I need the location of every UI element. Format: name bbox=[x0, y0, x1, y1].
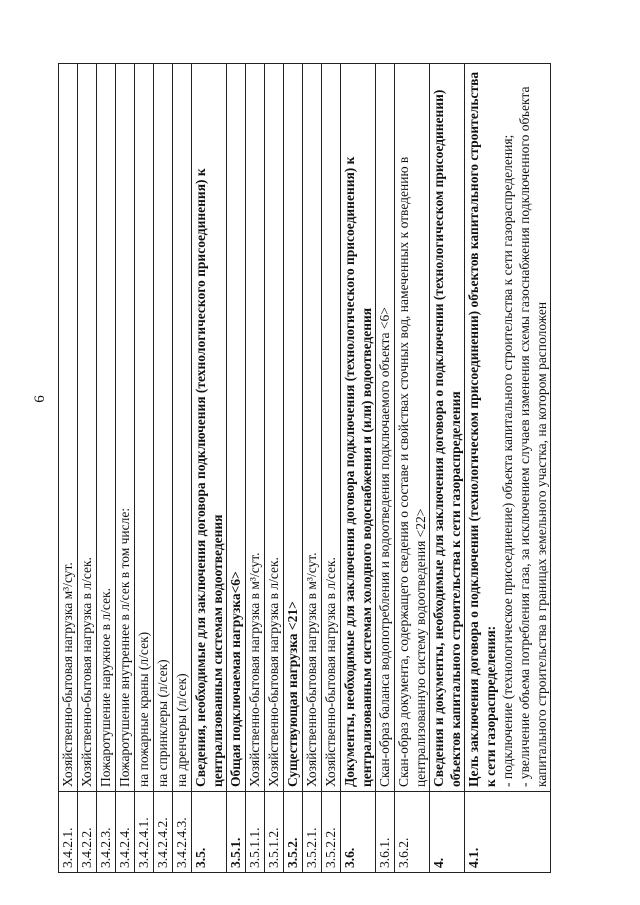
row-number: 4.1. bbox=[465, 792, 551, 873]
row-subitem: - подключение (технологическое присоединение) объекта капитального строительства к сети газораспределения; bbox=[500, 134, 515, 787]
table-row bbox=[322, 64, 341, 873]
table-row bbox=[173, 64, 192, 873]
row-number: 3.4.2.4.2. bbox=[154, 792, 173, 873]
table-row bbox=[265, 64, 284, 873]
table-row bbox=[430, 64, 465, 873]
row-number: 3.4.2.4.1. bbox=[135, 792, 154, 873]
row-text: Хозяйственно-бытовая нагрузка в м³/сут. bbox=[247, 552, 262, 787]
row-text-cell bbox=[430, 64, 465, 792]
row-text-cell bbox=[135, 64, 154, 792]
application-form-table bbox=[58, 63, 551, 873]
row-text-cell bbox=[395, 64, 430, 792]
page-number: 6 bbox=[32, 395, 48, 403]
row-text-cell bbox=[341, 64, 376, 792]
table-row bbox=[59, 64, 78, 873]
row-text-cell bbox=[376, 64, 395, 792]
row-text-cell bbox=[465, 64, 551, 792]
row-text: Пожаротушение наружное в л/сек. bbox=[98, 588, 113, 787]
row-text-cell bbox=[97, 64, 116, 792]
table-row bbox=[465, 64, 551, 873]
row-text: Сведения и документы, необходимые для заключения договора о подключении (технологическом присоединении) объектов капитального строительства к сети газораспределения bbox=[431, 89, 463, 787]
row-text: Хозяйственно-бытовая нагрузка в м³/сут. bbox=[304, 552, 319, 787]
row-number: 3.6.1. bbox=[376, 792, 395, 873]
row-text: на дренчеры (л/сек) bbox=[174, 673, 189, 787]
row-text: Хозяйственно-бытовая нагрузка м³/сут. bbox=[60, 562, 75, 787]
table-row bbox=[227, 64, 246, 873]
row-text: Общая подключаемая нагрузка<6> bbox=[228, 571, 243, 787]
row-number: 3.5.1. bbox=[227, 792, 246, 873]
row-number: 3.4.2.4. bbox=[116, 792, 135, 873]
row-text-cell bbox=[322, 64, 341, 792]
row-text: Пожаротушение внутреннее в л/сек в том числе: bbox=[117, 507, 132, 787]
row-number: 3.5.1.1. bbox=[246, 792, 265, 873]
row-text-cell bbox=[173, 64, 192, 792]
table-row bbox=[341, 64, 376, 873]
row-text-cell bbox=[192, 64, 227, 792]
table-row bbox=[135, 64, 154, 873]
row-subitem: - увеличение объема потребления газа, за исключением случаев изменения схемы газоснабжения подключенного объекта капитального строительства в границах земельного участка, на котором расположен bbox=[517, 86, 549, 787]
table-row bbox=[116, 64, 135, 873]
row-number: 3.5.2.1. bbox=[303, 792, 322, 873]
table-row bbox=[284, 64, 303, 873]
row-text-cell bbox=[265, 64, 284, 792]
row-number: 3.5.2. bbox=[284, 792, 303, 873]
table-body bbox=[59, 64, 551, 873]
table-row bbox=[303, 64, 322, 873]
row-number: 3.4.2.2. bbox=[78, 792, 97, 873]
table-row bbox=[376, 64, 395, 873]
table-row bbox=[192, 64, 227, 873]
table-row bbox=[395, 64, 430, 873]
row-text-cell bbox=[116, 64, 135, 792]
row-number: 3.5.2.2. bbox=[322, 792, 341, 873]
row-text: Скан-образ документа, содержащего сведения о составе и свойствах сточных вод, намеченных к отведению в централизованную систему водоотведения <22> bbox=[396, 156, 428, 787]
row-text: Существующая нагрузка <21> bbox=[285, 601, 300, 787]
row-number: 3.4.2.4.3. bbox=[173, 792, 192, 873]
row-text-cell bbox=[246, 64, 265, 792]
row-number: 3.4.2.3. bbox=[97, 792, 116, 873]
row-text: Хозяйственно-бытовая нагрузка в л/сек. bbox=[79, 557, 94, 787]
table-row bbox=[154, 64, 173, 873]
row-number: 3.6. bbox=[341, 792, 376, 873]
row-text: Документы, необходимые для заключения договора подключения (технологического присоединения) к централизованным системам холодного водоснабжения и (или) водоотведения bbox=[342, 156, 374, 787]
row-text: Сведения, необходимые для заключения договора подключения (технологического присоединения) к централизованным системам водоотведения bbox=[193, 168, 225, 787]
table-row bbox=[78, 64, 97, 873]
row-text-cell bbox=[303, 64, 322, 792]
row-text-cell bbox=[284, 64, 303, 792]
row-text-cell bbox=[154, 64, 173, 792]
row-text: на пожарные краны (л/сек) bbox=[136, 631, 151, 787]
row-text: Цель заключения договора о подключении (технологическом присоединении) объектов капитального строительства к сети газораспределения: bbox=[466, 71, 498, 787]
row-text-cell bbox=[227, 64, 246, 792]
row-number: 3.4.2.1. bbox=[59, 792, 78, 873]
row-text-cell bbox=[59, 64, 78, 792]
document-page bbox=[58, 63, 610, 873]
row-text: Хозяйственно-бытовая нагрузка в л/сек. bbox=[323, 557, 338, 787]
row-text: Скан-образ баланса водопотребления и водоотведения подключаемого объекта <6> bbox=[377, 307, 392, 787]
row-number: 3.5.1.2. bbox=[265, 792, 284, 873]
row-number: 3.5. bbox=[192, 792, 227, 873]
row-number: 4. bbox=[430, 792, 465, 873]
row-text: Хозяйственно-бытовая нагрузка в л/сек. bbox=[266, 557, 281, 787]
table-row bbox=[97, 64, 116, 873]
row-text: на спринклеры (л/сек) bbox=[155, 659, 170, 787]
row-text-cell bbox=[78, 64, 97, 792]
table-row bbox=[246, 64, 265, 873]
row-number: 3.6.2. bbox=[395, 792, 430, 873]
